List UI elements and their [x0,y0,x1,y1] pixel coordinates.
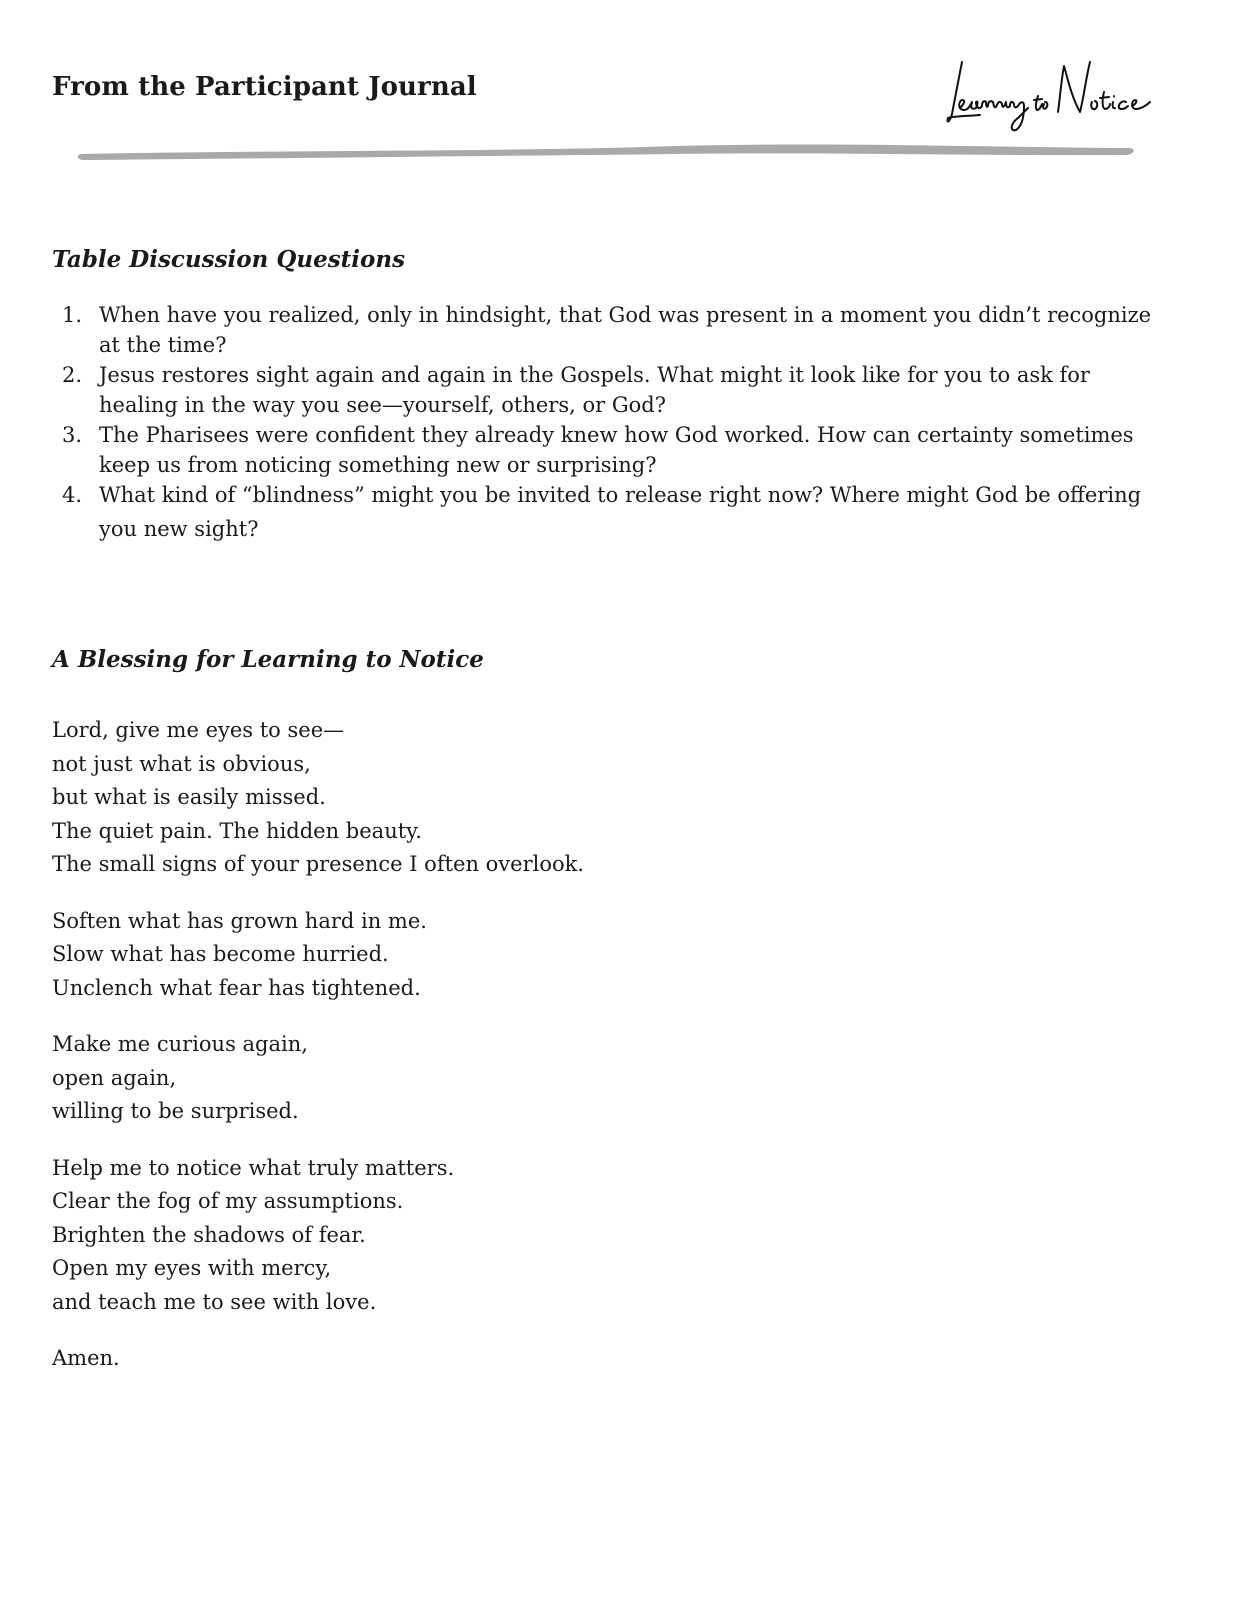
discussion-heading: Table Discussion Questions [52,246,406,273]
blessing-line: Open my eyes with mercy, [52,1256,332,1280]
question-item [52,360,1162,420]
blessing-closing: Amen. [52,1346,120,1370]
question-text: What kind of “blindness” might you be invited to release right now? Where might God be offering you new sight? [99,483,1142,541]
blessing-line: The small signs of your presence I often overlook. [52,852,585,876]
blessing-line: Clear the fog of my assumptions. [52,1189,404,1213]
blessing-line: willing to be surprised. [52,1099,299,1123]
question-item [52,300,1162,360]
page-header-title: From the Participant Journal [52,72,477,102]
question-text: The Pharisees were confident they already knew how God worked. How can certainty sometimes keep us from noticing something new or surprising? [99,423,1134,477]
question-number: 2. [62,363,83,387]
blessing-stanza [52,1152,952,1320]
question-number: 4. [62,483,83,507]
question-number: 1. [62,303,83,327]
question-item [52,420,1162,480]
blessing-line: and teach me to see with love. [52,1289,377,1314]
discussion-questions-list [52,300,1162,546]
blessing-line: not just what is obvious, [52,751,311,776]
blessing-line: Help me to notice what truly matters. [52,1155,455,1180]
question-text: Jesus restores sight again and again in the Gospels. What might it look like for you to ask for healing in the way you see—yourself, others, or God? [99,363,1090,417]
blessing-stanza [52,905,952,1006]
blessing-line: The quiet pain. The hidden beauty. [52,818,422,843]
blessing-line: Soften what has grown hard in me. [52,908,427,933]
blessing-line: Lord, give me eyes to see— [52,718,345,742]
blessing-stanza [52,714,952,882]
question-item [52,478,1162,546]
question-number: 3. [62,423,83,447]
learning-to-notice-logo [940,52,1180,142]
blessing-line: Make me curious again, [52,1032,308,1056]
header-divider [76,138,1156,168]
blessing-stanza [52,1028,952,1129]
blessing-heading: A Blessing for Learning to Notice [52,646,484,673]
blessing-line: Brighten the shadows of fear. [52,1222,366,1247]
blessing-line: but what is easily missed. [52,785,326,809]
blessing-line: Unclench what fear has tightened. [52,975,421,1000]
blessing-stanza [52,1342,952,1376]
question-text: When have you realized, only in hindsight, that God was present in a moment you didn’t recognize at the time? [99,303,1152,357]
blessing-line: Slow what has become hurried. [52,942,389,966]
blessing-line: open again, [52,1065,177,1090]
blessing-text [52,714,952,1399]
